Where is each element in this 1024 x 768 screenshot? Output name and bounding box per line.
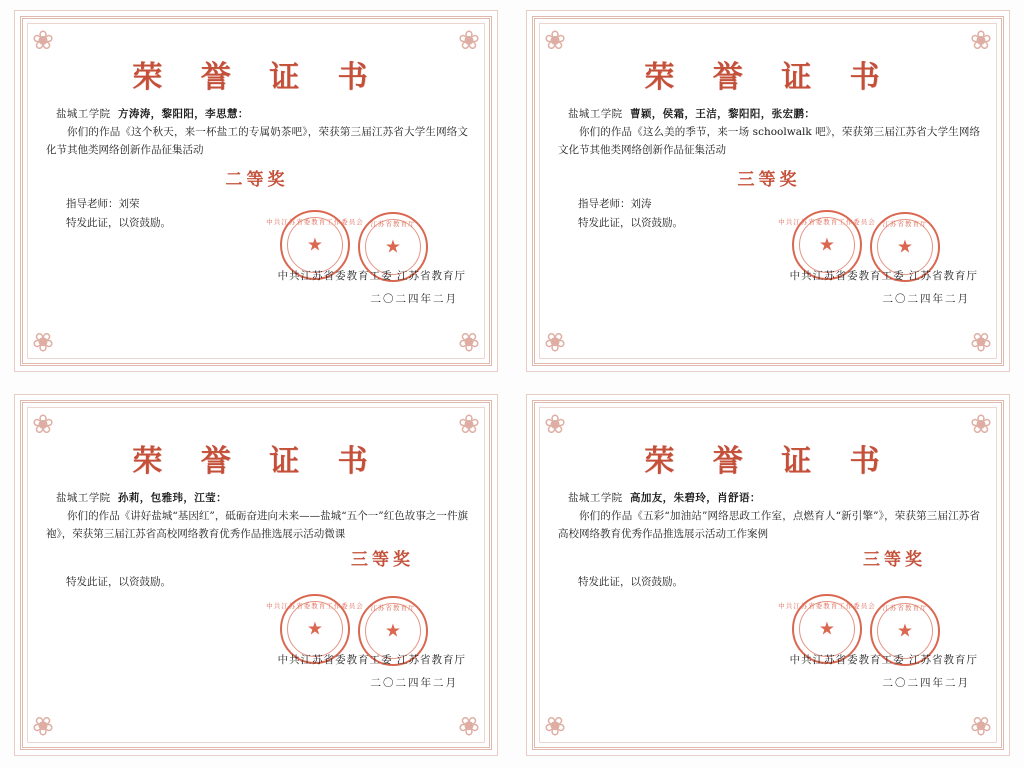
seal-star-icon: ★ (306, 234, 324, 256)
signature-block (790, 268, 978, 306)
recipient-names: 方涛涛，黎阳阳，李思慧： (117, 108, 249, 120)
seal-top-text: 中共江苏省委教育工作委员会 (778, 218, 876, 226)
recipient-line (56, 106, 474, 121)
corner-ornament-icon: ❀ (32, 326, 54, 356)
award-level: 三等奖 (863, 550, 926, 571)
corner-ornament-icon: ❀ (32, 410, 54, 440)
certificate-content (552, 36, 986, 346)
certificate-content (552, 420, 986, 730)
certificate-title: 荣 誉 证 书 (644, 60, 894, 95)
seal-top-text: 江苏省教育厅 (370, 220, 416, 228)
corner-ornament-icon: ❀ (970, 326, 992, 356)
school-label: 盐城工学院 (56, 492, 111, 504)
certificate-body: 你们的作品《讲好盐城“基因红”，砥砺奋进向未来——盐城“五个一”红色故事之一件旗袍》，荣获第三届江苏省高校网络教育优秀作品推选展示活动微课 (46, 510, 468, 541)
recipient-line (568, 106, 986, 121)
recipient-names: 曹颖，侯霜，王洁，黎阳阳，张宏鹏： (629, 108, 816, 120)
corner-ornament-icon: ❀ (458, 410, 480, 440)
certificate-3 (0, 384, 512, 768)
advisor-line: 指导老师：刘荣 (66, 198, 140, 211)
certificate-content (40, 36, 474, 346)
seal-top-text: 中共江苏省委教育工作委员会 (266, 218, 364, 226)
recipient-names: 孙莉，包雅玮，江莹： (117, 492, 227, 504)
issue-line: 特发此证，以资鼓励。 (578, 217, 683, 230)
issue-date: 二〇二四年二月 (370, 293, 458, 305)
certificate-body: 你们的作品《这个秋天，来一杯盐工的专属奶茶吧》，荣获第三届江苏省大学生网络文化节其他类网络创新作品征集活动 (46, 126, 468, 157)
award-level: 三等奖 (737, 170, 801, 191)
corner-ornament-icon: ❀ (544, 326, 566, 356)
recipient-line (568, 490, 986, 505)
certificate-body: 你们的作品《五彩“加油站”网络思政工作室，点燃育人“新引擎”》，荣获第三届江苏省高校网络教育优秀作品推选展示活动工作案例 (558, 510, 980, 541)
corner-ornament-icon: ❀ (458, 710, 480, 740)
corner-ornament-icon: ❀ (970, 410, 992, 440)
seal-star-icon: ★ (896, 236, 914, 258)
corner-ornament-icon: ❀ (970, 26, 992, 56)
corner-ornament-icon: ❀ (32, 710, 54, 740)
signature-block (278, 268, 466, 306)
certificate-body: 你们的作品《这么美的季节，来一场 schoolwalk 吧》，荣获第三届江苏省大学生网络文化节其他类网络创新作品征集活动 (558, 126, 980, 157)
issue-line: 特发此证，以资鼓励。 (66, 576, 171, 589)
award-level: 二等奖 (225, 170, 289, 191)
seal-top-text: 江苏省教育厅 (882, 220, 928, 228)
seal-top-text: 江苏省教育厅 (370, 604, 416, 612)
corner-ornament-icon: ❀ (32, 26, 54, 56)
seal-star-icon: ★ (384, 236, 402, 258)
seal-star-icon: ★ (306, 618, 324, 640)
signatory: 中共江苏省委教育工委 江苏省教育厅 (789, 270, 978, 282)
award-level: 三等奖 (351, 550, 414, 571)
seal-ring (365, 603, 421, 659)
signatory: 中共江苏省委教育工委 江苏省教育厅 (277, 270, 466, 282)
school-label: 盐城工学院 (568, 108, 623, 120)
advisor-line: 指导老师：刘涛 (578, 198, 652, 211)
corner-ornament-icon: ❀ (544, 410, 566, 440)
certificate-1 (0, 0, 512, 384)
school-label: 盐城工学院 (568, 492, 623, 504)
seal-ring (799, 601, 855, 657)
certificate-title: 荣 誉 证 书 (132, 444, 382, 479)
issue-date: 二〇二四年二月 (370, 677, 458, 689)
signatory: 中共江苏省委教育工委 江苏省教育厅 (277, 654, 466, 666)
certificate-title: 荣 誉 证 书 (644, 444, 894, 479)
seal-top-text: 江苏省教育厅 (882, 604, 928, 612)
signature-block (790, 652, 978, 690)
issue-date: 二〇二四年二月 (882, 677, 970, 689)
school-label: 盐城工学院 (56, 108, 111, 120)
seal-star-icon: ★ (896, 620, 914, 642)
certificate-2 (512, 0, 1024, 384)
certificate-title: 荣 誉 证 书 (132, 60, 382, 95)
issue-line: 特发此证，以资鼓励。 (578, 576, 683, 589)
seal-ring (287, 601, 343, 657)
corner-ornament-icon: ❀ (970, 710, 992, 740)
certificate-content (40, 420, 474, 730)
issue-line: 特发此证，以资鼓励。 (66, 217, 171, 230)
seal-star-icon: ★ (818, 618, 836, 640)
corner-ornament-icon: ❀ (544, 710, 566, 740)
signature-block (278, 652, 466, 690)
seal-star-icon: ★ (818, 234, 836, 256)
recipient-line (56, 490, 474, 505)
signatory: 中共江苏省委教育工委 江苏省教育厅 (789, 654, 978, 666)
corner-ornament-icon: ❀ (458, 326, 480, 356)
certificate-4 (512, 384, 1024, 768)
seal-top-text: 中共江苏省委教育工作委员会 (778, 602, 876, 610)
seal-star-icon: ★ (384, 620, 402, 642)
recipient-names: 高加友，朱碧玲，肖舒语： (629, 492, 761, 504)
issue-date: 二〇二四年二月 (882, 293, 970, 305)
seal-ring (877, 603, 933, 659)
seal-top-text: 中共江苏省委教育工作委员会 (266, 602, 364, 610)
corner-ornament-icon: ❀ (544, 26, 566, 56)
corner-ornament-icon: ❀ (458, 26, 480, 56)
